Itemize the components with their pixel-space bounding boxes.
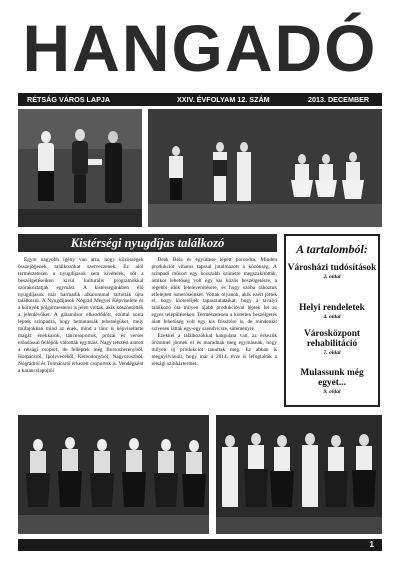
toc-item-page: 9. oldal xyxy=(323,389,341,395)
article-headline: Kistérségi nyugdíjas találkozó xyxy=(18,234,277,252)
toc-item[interactable] xyxy=(286,303,378,321)
toc-heading: A tartalomból: xyxy=(296,242,368,256)
article-paragraph: Deák Béla és együttese lépett porondra. Minden produkciót vihatos tapssal jutalmazott a közönség. A színpadi műsort egy hosszabb szünetre megszakították, amikor lehetőség volt egy kis közös beszélgetésre, a régebbi idők felelevenítésére, és hogy szóba ráhoztuk elfelejtett ismerőseinket. Voltak olyanok, akik ezért jöttek el, hogy kicseréljék tapasztalataikat, hogy a tavalyi találkozó óta milyen újabb produkcióval léptek fel az egyes településeken. Természetesen a kötetlen beszélgetés alatt lehetőség volt egy kis frissítőre is, de mindenkit szívesen láttak egy-egy szendvicsre, süteményre. xyxy=(151,257,277,333)
banner-publication: RÉTSÁG VÁROS LAPJA xyxy=(27,95,111,104)
photo-officials-speech xyxy=(18,109,142,227)
toc-item[interactable] xyxy=(286,329,378,357)
footer-bar xyxy=(18,539,382,551)
toc-item-page: 7. oldal xyxy=(323,350,341,356)
table-of-contents xyxy=(284,234,380,407)
toc-item-title: Helyi rendeletek xyxy=(299,303,365,313)
toc-item-title: Városházi tudósítások xyxy=(287,263,377,273)
toc-item-page: 2. oldal xyxy=(323,274,341,280)
article-paragraph: Egyre nagyobb igény van arra, hogy közösségek összejöjjenek, találkozókat szervezzenek. Ez alól természetesen a nyugdíjasok sem kivételek, sőt a beszélgetéseiken kívül kulturális programokkal szórakoztatják egymást. A kistérségünkben élő nyugdíjasok már harmadik alkalommal tartották újra találkozót. A Nyugdíjasok Nógrád Megyei Képviselete és a környék polgármesterei is jelen voltak, akik köszöntötték a jelenlévőket. A gálaműsor elkezdődött, ezúttal sorra léptek színpadra, hogy bemutassák tehetségüket, mely műfajokban mind az ének, mind a tánc is képviseltette magát: énekkarok, táncosoportok, prózai és verses előadással fellépők váltották egymást. Nagy tetszést aratott a rétsági csoport, de felléptek még Borsosberényből, Horpácsról, Ipolyvecéből, Kétbodonyból, Nagyoroszból, Nógrádról és Tolmácsról érkezett csoportok is. Vendégként a karancslapujtői xyxy=(18,257,144,374)
banner-volume: XXIV. ÉVFOLYAM 12. SZÁM xyxy=(177,95,270,104)
toc-item-title: Városközpont rehabilitáció xyxy=(303,329,361,349)
banner-date: 2013. DECEMBER xyxy=(308,95,370,104)
page-number: 1 xyxy=(369,540,374,549)
photo-women-folk-costume xyxy=(18,415,209,534)
toc-item-title: Mulassunk még egyet... xyxy=(300,368,364,388)
photo-folk-dance-stage xyxy=(148,109,382,227)
photo-choir-group xyxy=(216,415,382,534)
toc-item[interactable] xyxy=(286,263,378,281)
masthead xyxy=(14,11,386,85)
masthead-title: HANGADÓ xyxy=(22,11,378,85)
toc-item-page: 4. oldal xyxy=(323,314,341,320)
article-body xyxy=(18,257,277,412)
article-paragraph: Ezekkel a találkozókkal hangulata van, az érkezők örömmel jönnek el és maradnak meg egymásnak, hogy milyen új produkciót tanultak meg. Ez abban is megnyilvánult, hogy már a 2014. évre is lefoglalták a rétsági színháztermet. xyxy=(151,332,277,367)
issue-banner xyxy=(18,93,382,106)
toc-item[interactable] xyxy=(286,368,378,396)
